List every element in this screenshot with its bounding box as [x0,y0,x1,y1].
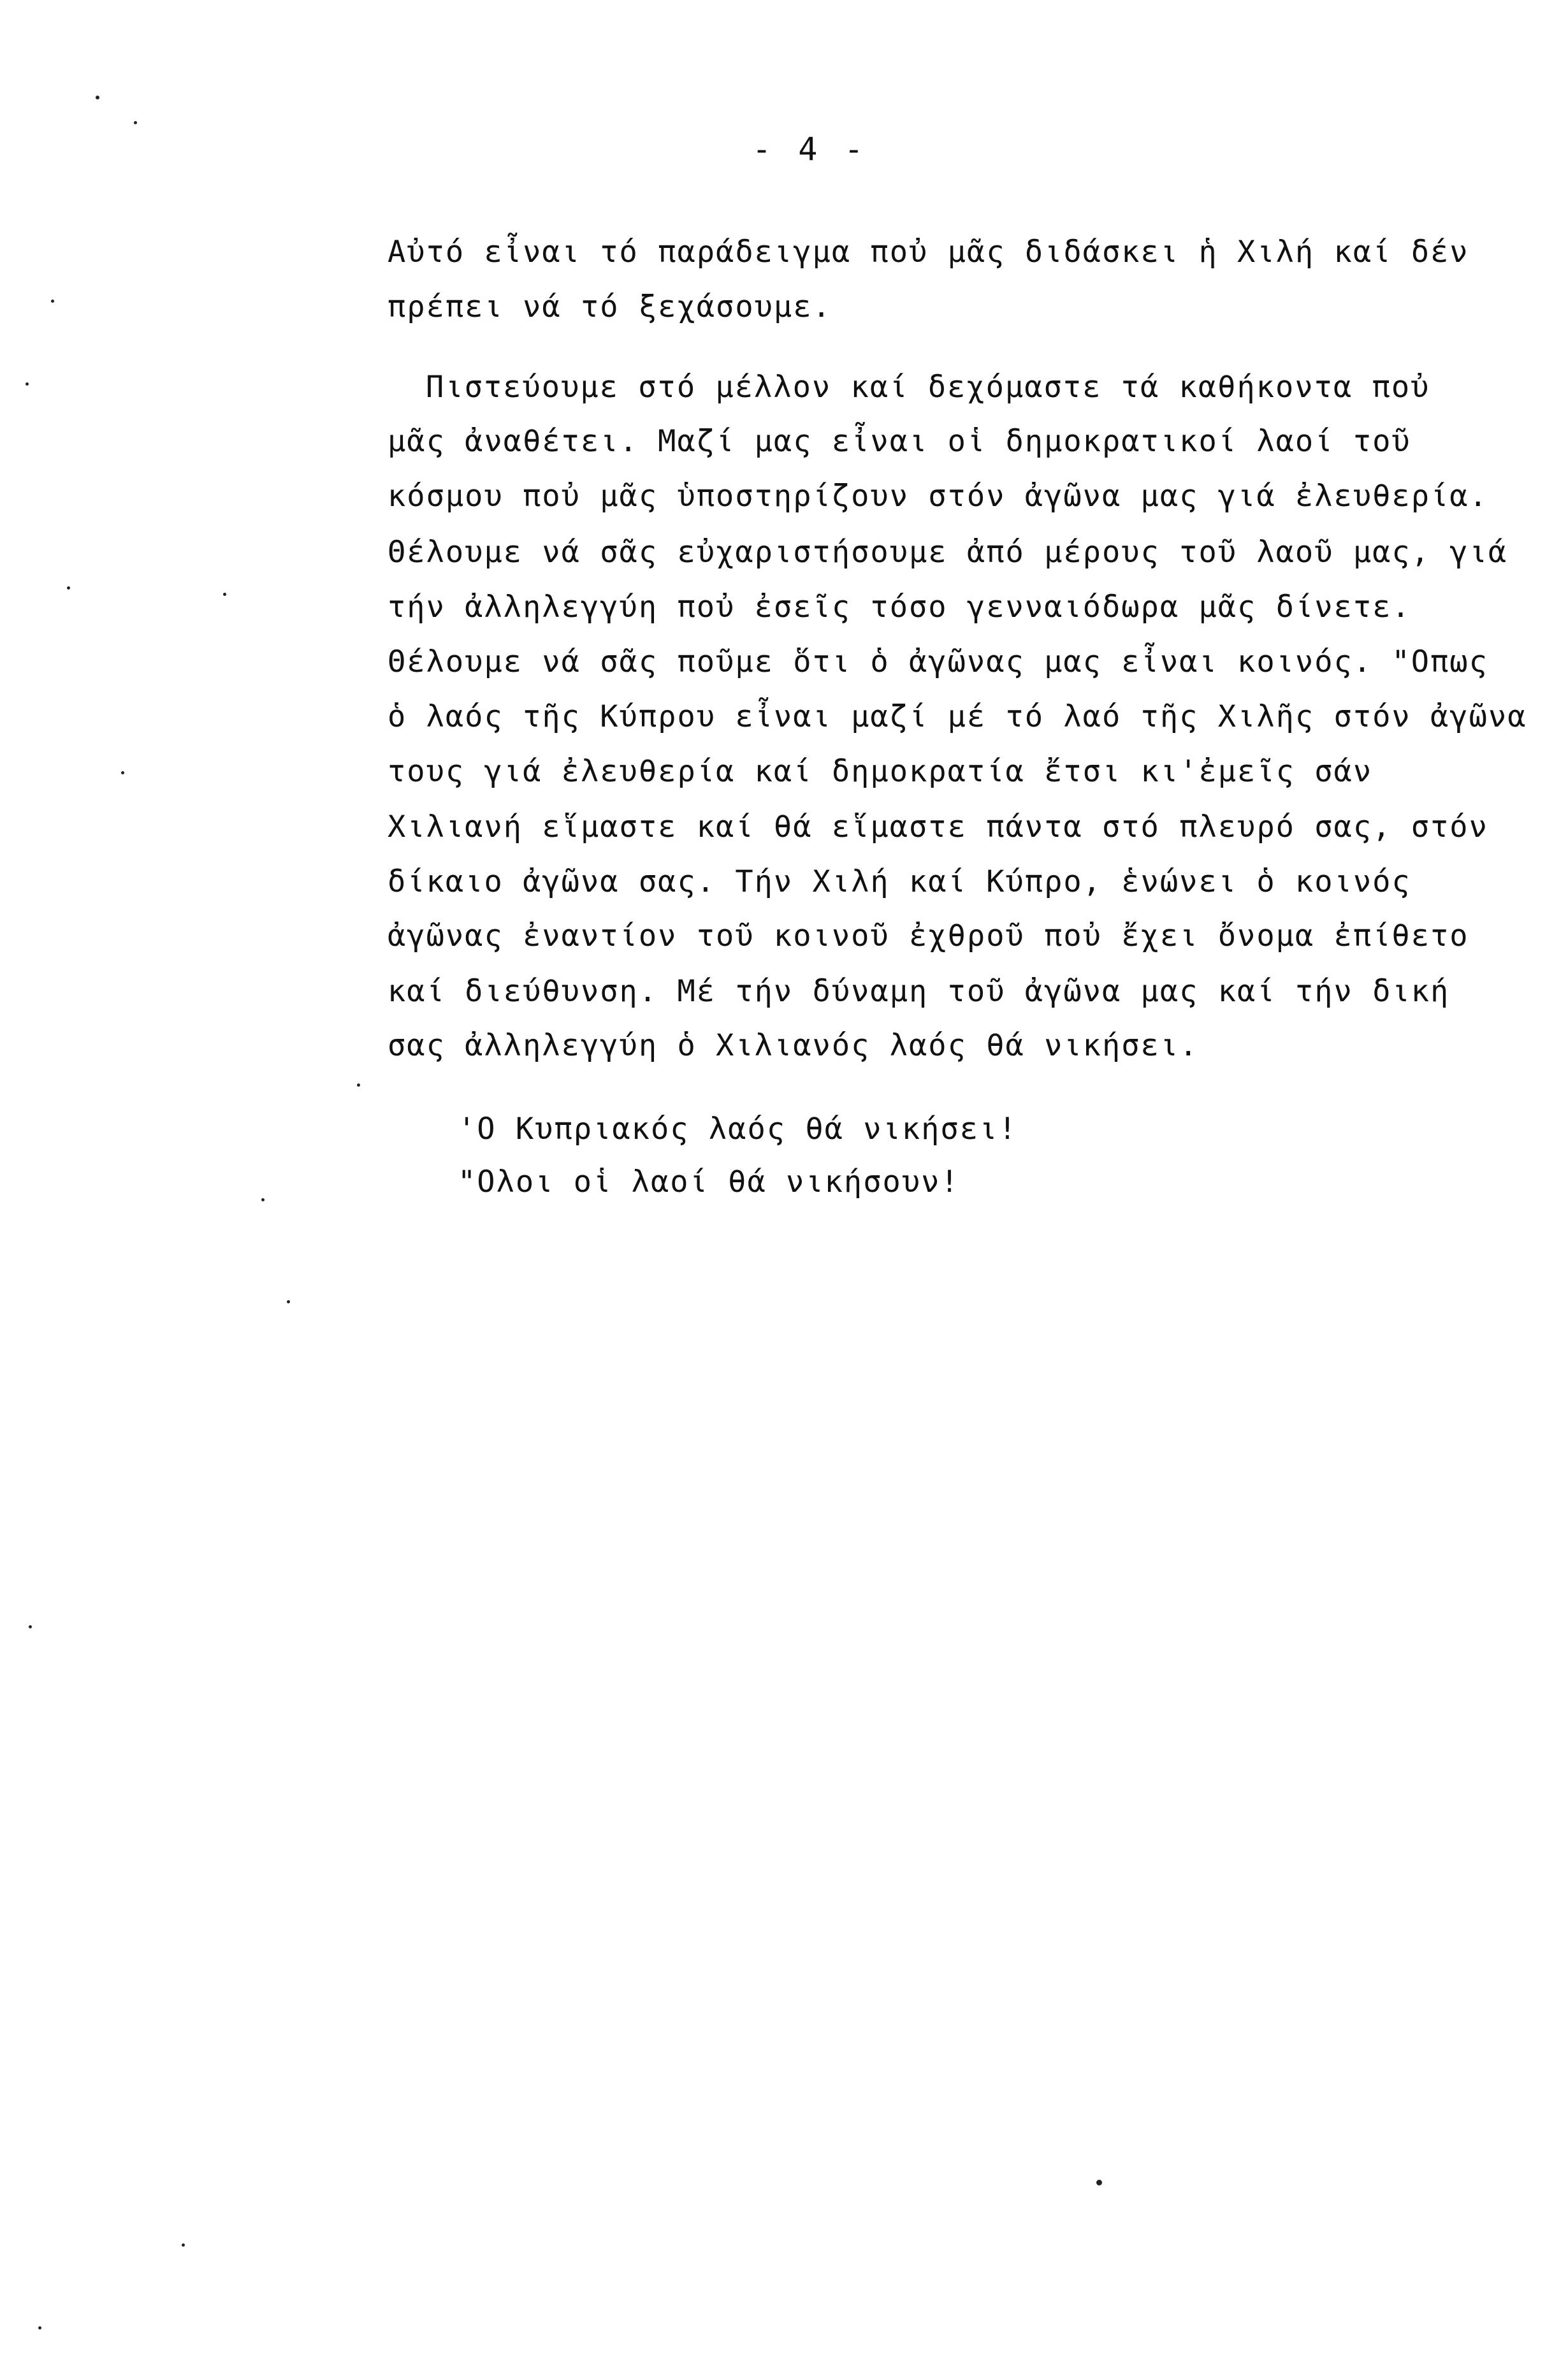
text-line: ὁ λαός τῆς Κύπρου εἶναι μαζί μέ τό λαό τῆς Χιλῆς στόν ἀγῶνα [388,699,1527,734]
text-line: μᾶς ἀναθέτει. Μαζί μας εἶναι οἱ δημοκρατικοί λαοί τοῦ [388,424,1411,459]
scan-speck [38,2326,41,2329]
text-line: Θέλουμε νά σᾶς εὐχαριστήσουμε ἀπό μέρους τοῦ λαοῦ μας, γιά [388,535,1508,570]
scan-speck [261,1198,265,1201]
text-line: σας ἀλληλεγγύη ὁ Χιλιανός λαός θά νικήσει. [388,1028,1199,1063]
scan-speck [51,300,54,303]
text-line: τήν ἀλληλεγγύη ποὐ ἐσεῖς τόσο γενναιόδωρα μᾶς δίνετε. [388,590,1411,625]
scan-speck [287,1300,290,1303]
text-line: κόσμου ποὐ μᾶς ὑποστηρίζουν στόν ἀγῶνα μας γιά ἐλευθερία. [388,479,1488,514]
text-line: 'Ο Κυπριακός λαός θά νικήσει! [458,1112,1018,1147]
text-line: τους γιά ἐλευθερία καί δημοκρατία ἔτσι κι'ἐμεῖς σάν [388,754,1373,789]
scan-speck [25,382,29,386]
scan-speck [67,586,70,590]
text-line: δίκαιο ἀγῶνα σας. Τήν Χιλή καί Κύπρο, ἑνώνει ὁ κοινός [388,864,1411,899]
text-line: Πιστεύουμε στό μέλλον καί δεχόμαστε τά καθήκοντα ποὐ [426,370,1430,405]
scan-speck [182,2243,185,2247]
text-line: "Ολοι οἱ λαοί θά νικήσουν! [458,1164,960,1199]
text-line: ἀγῶνας ἐναντίον τοῦ κοινοῦ ἐχθροῦ ποὐ ἔχει ὄνομα ἐπίθετο [388,918,1469,953]
text-line: Χιλιανή εἵμαστε καί θά εἵμαστε πάντα στό πλευρό σας, στόν [388,809,1488,844]
text-line: Αὐτό εἶναι τό παράδειγμα ποὐ μᾶς διδάσκει ἡ Χιλή καί δέν [388,235,1469,270]
scan-speck [29,1625,32,1628]
scan-speck [223,593,226,596]
scan-speck [1096,2180,1102,2185]
scan-speck [96,96,99,99]
scan-speck [121,771,124,774]
text-line: καί διεύθυνση. Μέ τήν δύναμη τοῦ ἀγῶνα μας καί τήν δική [388,974,1450,1009]
text-line: πρέπει νά τό ξεχάσουμε. [388,289,832,324]
scan-speck [134,121,137,124]
page-number: - 4 - [752,131,867,168]
scan-speck [357,1083,360,1087]
text-line: Θέλουμε νά σᾶς ποῦμε ὅτι ὁ ἀγῶνας μας εἶναι κοινός. "Οπως [388,644,1488,679]
